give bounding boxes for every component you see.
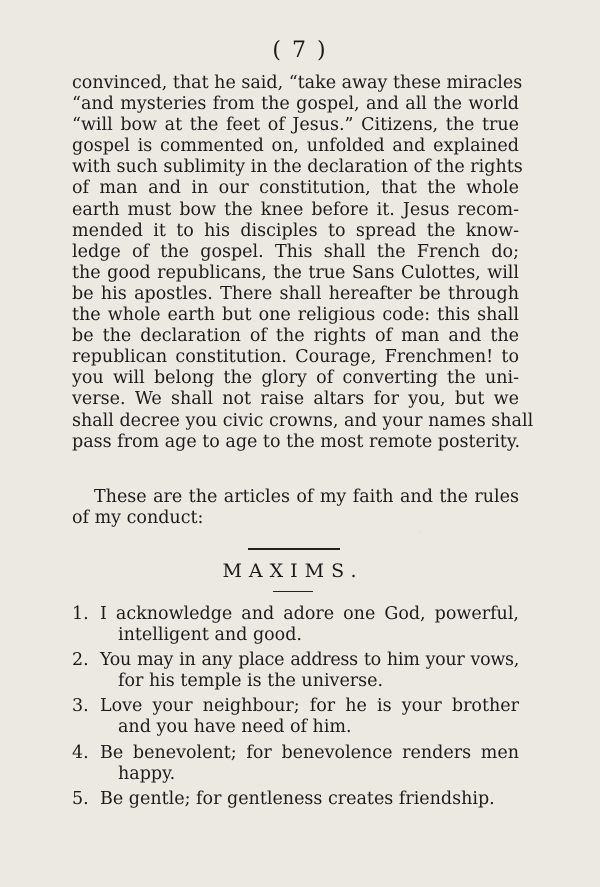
maxim-text bbox=[100, 789, 519, 810]
text-line: the whole earth but one religious code: this shall bbox=[72, 305, 519, 326]
text-line: Love your neighbour; for he is your brother bbox=[100, 696, 519, 717]
maxim-item bbox=[72, 789, 519, 810]
text-line: Be benevolent; for benevolence renders men bbox=[100, 742, 519, 763]
text-line: pass from age to age to the most remote posterity. bbox=[72, 431, 521, 452]
text-line: republican constitution. Courage, Frenchmen! to bbox=[72, 347, 519, 368]
page-number: ( 7 ) bbox=[272, 38, 328, 63]
text-line: These are the articles of my faith and the rules bbox=[94, 487, 519, 507]
text-line: “will bow at the feet of Jesus.” Citizens, the true bbox=[72, 115, 519, 136]
faith-paragraph bbox=[72, 487, 519, 529]
main-paragraph bbox=[72, 73, 534, 453]
maxim-number: 3. bbox=[72, 696, 89, 717]
text-line: of my conduct: bbox=[72, 508, 204, 529]
maxim-number: 1. bbox=[72, 604, 89, 624]
maxims-heading: MAXIMS. bbox=[222, 560, 364, 582]
maxim-item bbox=[72, 604, 519, 646]
maxim-text bbox=[100, 743, 519, 785]
maxim-number: 4. bbox=[72, 742, 89, 763]
text-line: with such sublimity in the declaration of the rights bbox=[72, 157, 523, 178]
maxim-item bbox=[72, 650, 519, 692]
text-line: be his apostles. There shall hereafter be through bbox=[72, 283, 519, 304]
maxim-text bbox=[100, 650, 519, 692]
maxim-item bbox=[72, 743, 519, 785]
text-line: of man and in our constitution, that the whole bbox=[72, 178, 519, 199]
text-line: intelligent and good. bbox=[118, 625, 302, 646]
text-line: mended it to his disciples to spread the know- bbox=[72, 220, 519, 241]
text-line: You may in any place address to him your vows, bbox=[100, 650, 519, 671]
maxim-text bbox=[100, 696, 519, 738]
text-line: and you have need of him. bbox=[118, 717, 352, 738]
heading-rule-bottom bbox=[273, 591, 313, 592]
heading-rule-top bbox=[248, 548, 340, 550]
text-line: for his temple is the universe. bbox=[118, 671, 384, 692]
text-line: you will belong the glory of converting the uni- bbox=[72, 368, 519, 389]
maxim-number: 2. bbox=[72, 650, 89, 671]
maxim-number: 5. bbox=[72, 788, 89, 809]
text-line: happy. bbox=[118, 763, 176, 784]
text-line: Be gentle; for gentleness creates friendship. bbox=[100, 788, 495, 809]
text-line: be the declaration of the rights of man and the bbox=[72, 326, 519, 347]
text-line: convinced, that he said, “take away these miracles bbox=[72, 73, 523, 93]
text-line: I acknowledge and adore one God, powerful, bbox=[100, 604, 519, 624]
text-line: earth must bow the knee before it. Jesus recom- bbox=[72, 199, 519, 220]
maxim-item bbox=[72, 696, 519, 738]
maxim-text bbox=[100, 604, 519, 646]
text-line: shall decree you civic crowns, and your names shall bbox=[72, 410, 534, 431]
text-line: gospel is commented on, unfolded and explained bbox=[72, 136, 519, 157]
maxims-list bbox=[72, 604, 519, 814]
text-line: “and mysteries from the gospel, and all the world bbox=[72, 94, 519, 115]
text-line: verse. We shall not raise altars for you, but we bbox=[72, 389, 519, 410]
text-line: ledge of the gospel. This shall the French do; bbox=[72, 241, 519, 262]
text-line: the good republicans, the true Sans Culottes, will bbox=[72, 262, 519, 283]
